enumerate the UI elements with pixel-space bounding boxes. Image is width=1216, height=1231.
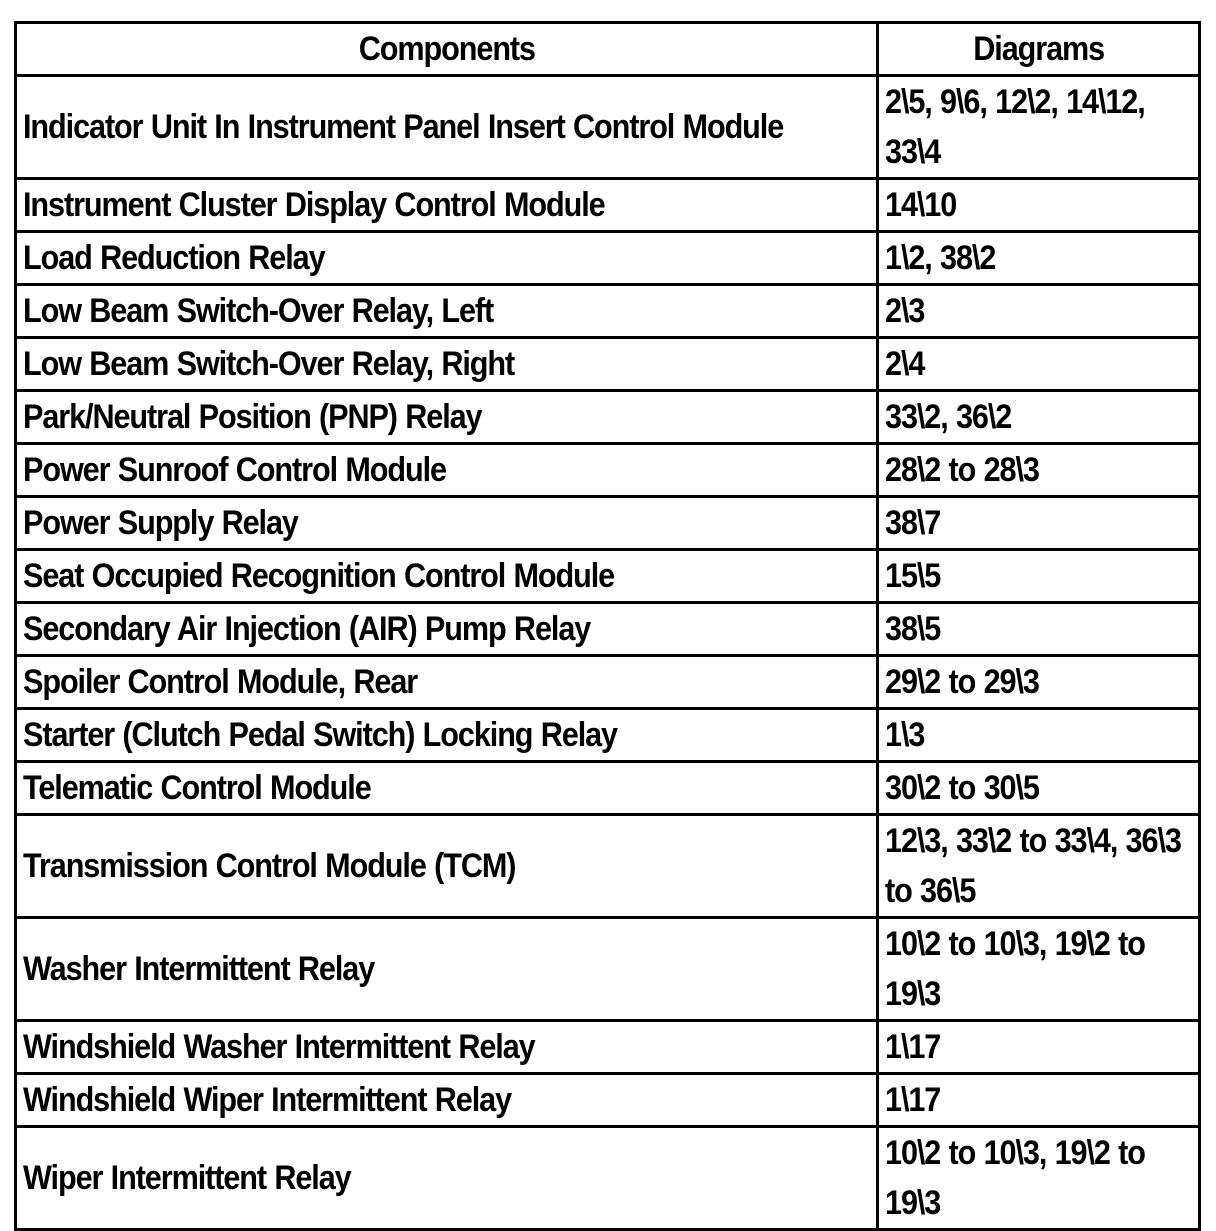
component-cell — [16, 656, 878, 709]
diagrams-cell — [878, 603, 1200, 656]
diagrams-cell — [878, 1074, 1200, 1127]
component-name: Wiper Intermittent Relay — [23, 1159, 351, 1197]
table-row — [16, 232, 1200, 285]
component-name: Power Sunroof Control Module — [23, 451, 446, 489]
diagram-references: 1\2, 38\2 — [885, 239, 996, 277]
component-cell — [16, 285, 878, 338]
diagram-references: 1\3 — [885, 716, 925, 754]
table-row — [16, 1074, 1200, 1127]
table-row — [16, 918, 1200, 1021]
diagram-references: 15\5 — [885, 557, 941, 595]
diagrams-cell — [878, 709, 1200, 762]
header-diagrams — [878, 23, 1200, 76]
diagrams-cell — [878, 391, 1200, 444]
component-cell — [16, 918, 878, 1021]
table-row — [16, 656, 1200, 709]
diagram-references: 1\17 — [885, 1028, 941, 1066]
component-cell — [16, 338, 878, 391]
table-row — [16, 285, 1200, 338]
diagrams-cell — [878, 179, 1200, 232]
component-name: Seat Occupied Recognition Control Module — [23, 557, 615, 595]
table-row — [16, 444, 1200, 497]
component-cell — [16, 603, 878, 656]
component-name: Spoiler Control Module, Rear — [23, 663, 418, 701]
diagram-references: 29\2 to 29\3 — [885, 663, 1039, 701]
diagram-references: 1\17 — [885, 1081, 941, 1119]
component-cell — [16, 550, 878, 603]
diagram-references: 10\2 to 10\3, 19\2 to 19\3 — [885, 1134, 1145, 1222]
diagrams-cell — [878, 76, 1200, 179]
component-cell — [16, 444, 878, 497]
table-row — [16, 603, 1200, 656]
header-components — [16, 23, 878, 76]
component-cell — [16, 232, 878, 285]
diagrams-cell — [878, 232, 1200, 285]
header-diagrams-label: Diagrams — [973, 30, 1104, 68]
diagrams-cell — [878, 1127, 1200, 1230]
component-cell — [16, 391, 878, 444]
component-name: Low Beam Switch-Over Relay, Left — [23, 292, 494, 330]
table-row — [16, 497, 1200, 550]
diagrams-cell — [878, 815, 1200, 918]
table-row — [16, 1127, 1200, 1230]
component-name: Low Beam Switch-Over Relay, Right — [23, 345, 515, 383]
table-body — [16, 76, 1200, 1230]
component-cell — [16, 815, 878, 918]
diagram-references: 2\3 — [885, 292, 925, 330]
component-name: Secondary Air Injection (AIR) Pump Relay — [23, 610, 591, 648]
component-cell — [16, 76, 878, 179]
diagram-references: 30\2 to 30\5 — [885, 769, 1039, 807]
table-row — [16, 1021, 1200, 1074]
component-name: Starter (Clutch Pedal Switch) Locking Relay — [23, 716, 617, 754]
component-cell — [16, 1021, 878, 1074]
diagram-references: 14\10 — [885, 186, 957, 224]
component-name: Load Reduction Relay — [23, 239, 325, 277]
component-cell — [16, 179, 878, 232]
diagrams-cell — [878, 918, 1200, 1021]
diagrams-cell — [878, 338, 1200, 391]
diagram-references: 2\5, 9\6, 12\2, 14\12, 33\4 — [885, 83, 1145, 171]
components-table — [14, 21, 1201, 1231]
table-row — [16, 338, 1200, 391]
component-name: Washer Intermittent Relay — [23, 950, 375, 988]
diagram-references: 38\7 — [885, 504, 941, 542]
diagram-references: 2\4 — [885, 345, 925, 383]
table-row — [16, 550, 1200, 603]
component-name: Telematic Control Module — [23, 769, 371, 807]
diagram-references: 10\2 to 10\3, 19\2 to 19\3 — [885, 925, 1145, 1013]
table-row — [16, 391, 1200, 444]
component-name: Indicator Unit In Instrument Panel Insert Control Module — [23, 108, 784, 146]
component-name: Windshield Wiper Intermittent Relay — [23, 1081, 512, 1119]
component-name: Instrument Cluster Display Control Module — [23, 186, 605, 224]
header-components-label: Components — [358, 30, 535, 68]
components-table-container — [14, 21, 1198, 1231]
table-row — [16, 762, 1200, 815]
diagrams-cell — [878, 656, 1200, 709]
diagram-references: 28\2 to 28\3 — [885, 451, 1039, 489]
component-name: Power Supply Relay — [23, 504, 298, 542]
component-cell — [16, 762, 878, 815]
component-name: Transmission Control Module (TCM) — [23, 847, 516, 885]
table-row — [16, 815, 1200, 918]
diagrams-cell — [878, 285, 1200, 338]
diagrams-cell — [878, 497, 1200, 550]
component-name: Park/Neutral Position (PNP) Relay — [23, 398, 482, 436]
component-cell — [16, 709, 878, 762]
diagrams-cell — [878, 550, 1200, 603]
diagrams-cell — [878, 444, 1200, 497]
component-cell — [16, 1127, 878, 1230]
diagrams-cell — [878, 762, 1200, 815]
component-name: Windshield Washer Intermittent Relay — [23, 1028, 535, 1066]
diagram-references: 33\2, 36\2 — [885, 398, 1012, 436]
diagrams-cell — [878, 1021, 1200, 1074]
component-cell — [16, 497, 878, 550]
diagram-references: 12\3, 33\2 to 33\4, 36\3 to 36\5 — [885, 822, 1181, 910]
diagram-references: 38\5 — [885, 610, 941, 648]
table-row — [16, 76, 1200, 179]
table-header-row — [16, 23, 1200, 76]
table-row — [16, 709, 1200, 762]
component-cell — [16, 1074, 878, 1127]
table-row — [16, 179, 1200, 232]
